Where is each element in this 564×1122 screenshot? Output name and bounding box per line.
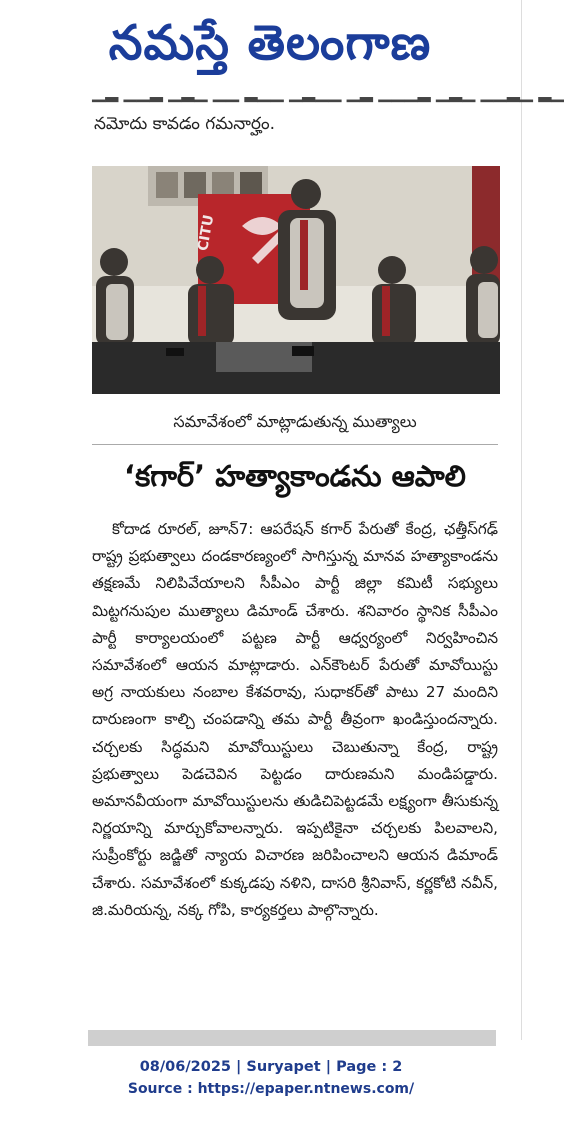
banner-text: CITU — [195, 213, 218, 253]
page-footer — [0, 1056, 542, 1100]
article-headline: ‘కగార్’ హత్యాకాండను ఆపాలి — [124, 459, 466, 493]
photo-caption: సమావేశంలో మాట్లాడుతున్న ముత్యాలు — [173, 412, 417, 431]
column-divider — [521, 0, 522, 1040]
previous-article-last-line: నమోదు కావడం గమనార్హం. — [94, 114, 275, 134]
article-body — [92, 516, 498, 924]
news-clipping — [88, 83, 564, 1046]
caption-divider — [92, 444, 498, 445]
next-article-cutoff — [88, 1030, 496, 1046]
press-meet-photo-illustration — [92, 166, 500, 394]
news-photo — [92, 166, 500, 394]
footer-source: Source : https://epaper.ntnews.com/ — [127, 1081, 415, 1097]
footer-date-edition: 08/06/2025 | Suryapet | Page : 2 — [139, 1059, 403, 1075]
masthead-title: నమస్తే తెలంగాణ — [108, 15, 432, 71]
cut-off-text-line: ▁▂ ▁▁▂ ▁▂▁ ▁▁ ▂▁▁ ▁▂▁▁ ▁▂ ▁▁▁▂ ▁▂▁ ▁▁▂▁ ▂▁ — [92, 83, 564, 103]
article-paragraph: కోదాడ రూరల్, జూన్7: ఆపరేషన్ కగార్ పేరుతో కేంద్ర, ఛత్తీస్‌గఢ్ రాష్ట్ర ప్రభుత్వాలు దండకారణ్యంలో సాగిస్తున్న మానవ హత్యాకాండను తక్షణమే నిలిపివేయాలని సీపీఎం పార్టీ జిల్లా కమిటీ సభ్యులు మిట్టగనుపుల ముత్యాలు డిమాండ్ చేశారు. శనివారం స్థానిక సీపీఎం పార్టీ కార్యాలయంలో పట్టణ పార్టీ ఆధ్వర్యంలో నిర్వహించిన సమావేశంలో ఆయన మాట్లాడారు. ఎన్‌కౌంటర్ పేరుతో మావోయిస్టు అగ్ర నాయకులు నంబాల కేశవరావు, సుధాకర్‌తో పాటు 27 మందిని దారుణంగా కాల్చి చంపడాన్ని తమ పార్టీ తీవ్రంగా ఖండిస్తుందన్నారు. చర్చలకు సిద్ధమని మావోయిస్టులు చెబుతున్నా కేంద్ర, రాష్ట్ర ప్రభుత్వాలు పెడచెవిన పెట్టడం దారుణమని మండిపడ్డారు. అమానవీయంగా మావోయిస్టులను తుడిచిపెట్టడమే లక్ష్యంగా తీసుకున్న నిర్ణయాన్ని మార్చుకోవాలన్నారు. ఇప్పటికైనా చర్చలకు పిలవాలని, సుప్రీంకోర్టు జడ్జితో న్యాయ విచారణ జరిపించాలని ఆయన డిమాండ్ చేశారు. సమావేశంలో కుక్కడపు నళిని, దాసరి శ్రీనివాస్, కర్ణకోటి నవీన్, జి.మరియన్న, నక్క గోపి, కార్యకర్తలు పాల్గొన్నారు. — [92, 520, 498, 919]
